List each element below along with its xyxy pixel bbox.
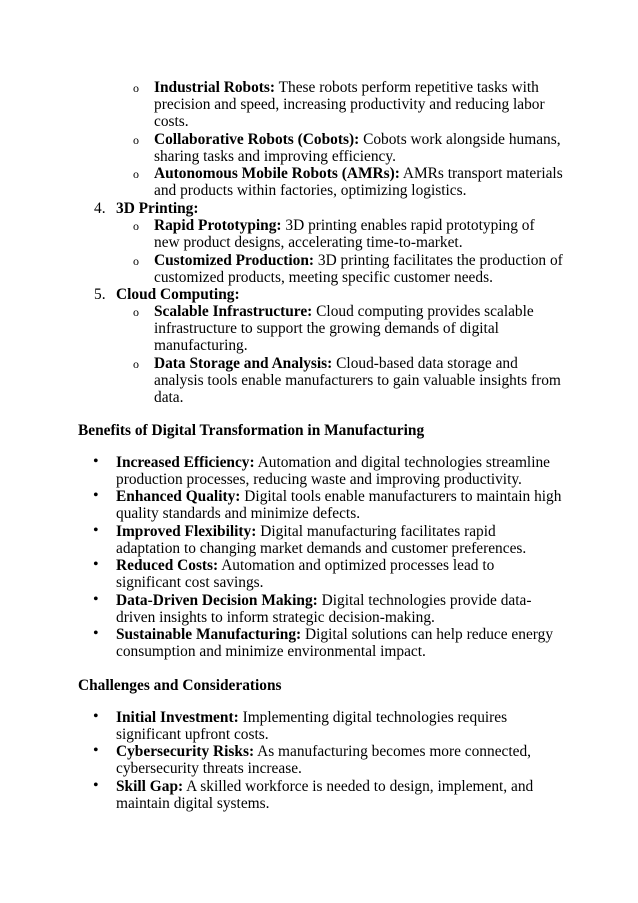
item-title: Collaborative Robots (Cobots): [154, 131, 360, 148]
item-title: Cybersecurity Risks: [116, 743, 255, 760]
circle-bullet-icon: o [133, 357, 139, 371]
bullet-list-item [93, 522, 562, 558]
item-title: Improved Flexibility: [116, 523, 257, 540]
sub-list-item [133, 303, 564, 355]
numbered-list-item [94, 200, 556, 217]
list-number: 4. [94, 200, 106, 217]
item-text: A skilled workforce is needed to design, implement, and maintain digital systems. [116, 778, 534, 813]
circle-bullet-icon: o [133, 167, 139, 181]
section-heading-benefits: Benefits of Digital Transformation in Manufacturing [78, 422, 425, 439]
item-text: 3D printing facilitates the production of customized products, meeting specific customer needs. [154, 252, 563, 287]
bullet-dot-icon: • [93, 522, 99, 539]
circle-bullet-icon: o [133, 305, 139, 319]
item-text: Automation and digital technologies streamline production processes, reducing waste and improving productivity. [116, 454, 550, 489]
bullet-list-item [93, 591, 562, 627]
circle-bullet-icon: o [133, 133, 139, 147]
item-text: As manufacturing becomes more connected, cybersecurity threats increase. [116, 743, 532, 778]
item-title: Sustainable Manufacturing: [116, 626, 302, 643]
bullet-list-item [93, 625, 562, 661]
item-text: AMRs transport materials and products within factories, optimizing logistics. [154, 165, 563, 200]
bullet-dot-icon: • [93, 453, 99, 470]
item-text: Automation and optimized processes lead to significant cost savings. [116, 557, 495, 592]
item-title: Scalable Infrastructure: [154, 303, 313, 320]
sub-list-item [133, 79, 564, 131]
item-title: Industrial Robots: [154, 79, 276, 96]
item-title: Cloud Computing: [116, 286, 240, 303]
bullet-dot-icon: • [93, 591, 99, 608]
bullet-list-item [93, 777, 562, 813]
circle-bullet-icon: o [133, 219, 139, 233]
item-title: Data-Driven Decision Making: [116, 592, 318, 609]
bullet-dot-icon: • [93, 625, 99, 642]
bullet-dot-icon: • [93, 708, 99, 725]
item-title: Skill Gap: [116, 778, 184, 795]
bullet-dot-icon: • [93, 742, 99, 759]
item-text: Digital tools enable manufacturers to maintain high quality standards and minimize defects. [116, 488, 562, 523]
item-title: Rapid Prototyping: [154, 217, 282, 234]
circle-bullet-icon: o [133, 81, 139, 95]
item-text: Cloud-based data storage and analysis tools enable manufacturers to gain valuable insights from data. [154, 355, 561, 407]
item-title: Increased Efficiency: [116, 454, 255, 471]
circle-bullet-icon: o [133, 254, 139, 268]
bullet-list-item [93, 453, 562, 489]
item-text: Cloud computing provides scalable infrastructure to support the growing demands of digital manufacturing. [154, 303, 534, 355]
sub-list-item [133, 355, 564, 407]
item-title: Data Storage and Analysis: [154, 355, 333, 372]
bullet-dot-icon: • [93, 777, 99, 794]
sub-list-item [133, 165, 564, 200]
bullet-dot-icon: • [93, 487, 99, 504]
bullet-list-item [93, 556, 562, 592]
item-text: Digital solutions can help reduce energy consumption and minimize environmental impact. [116, 626, 554, 661]
sub-list-item [133, 131, 564, 166]
bullet-list-item [93, 708, 562, 744]
bullet-list-item [93, 487, 562, 523]
bullet-list-item [93, 742, 562, 778]
item-text: 3D printing enables rapid prototyping of new product designs, accelerating time-to-market. [154, 217, 535, 252]
list-number: 5. [94, 286, 106, 303]
sub-list-item [133, 252, 564, 287]
item-title: Initial Investment: [116, 709, 239, 726]
item-title: Enhanced Quality: [116, 488, 241, 505]
item-title: Customized Production: [154, 252, 315, 269]
section-heading-challenges: Challenges and Considerations [78, 677, 282, 694]
sub-list-item [133, 217, 564, 252]
bullet-dot-icon: • [93, 556, 99, 573]
numbered-list-item [94, 286, 556, 303]
item-text: Digital technologies provide data-driven insights to inform strategic decision-making. [116, 592, 532, 627]
item-text: Cobots work alongside humans, sharing tasks and improving efficiency. [154, 131, 561, 166]
item-text: These robots perform repetitive tasks with precision and speed, increasing productivity and reducing labor costs. [154, 79, 545, 131]
item-text: Digital manufacturing facilitates rapid adaptation to changing market demands and customer preferences. [116, 523, 527, 558]
item-text: Implementing digital technologies requires significant upfront costs. [116, 709, 508, 744]
item-title: Autonomous Mobile Robots (AMRs): [154, 165, 400, 182]
item-title: 3D Printing: [116, 200, 199, 217]
item-title: Reduced Costs: [116, 557, 219, 574]
